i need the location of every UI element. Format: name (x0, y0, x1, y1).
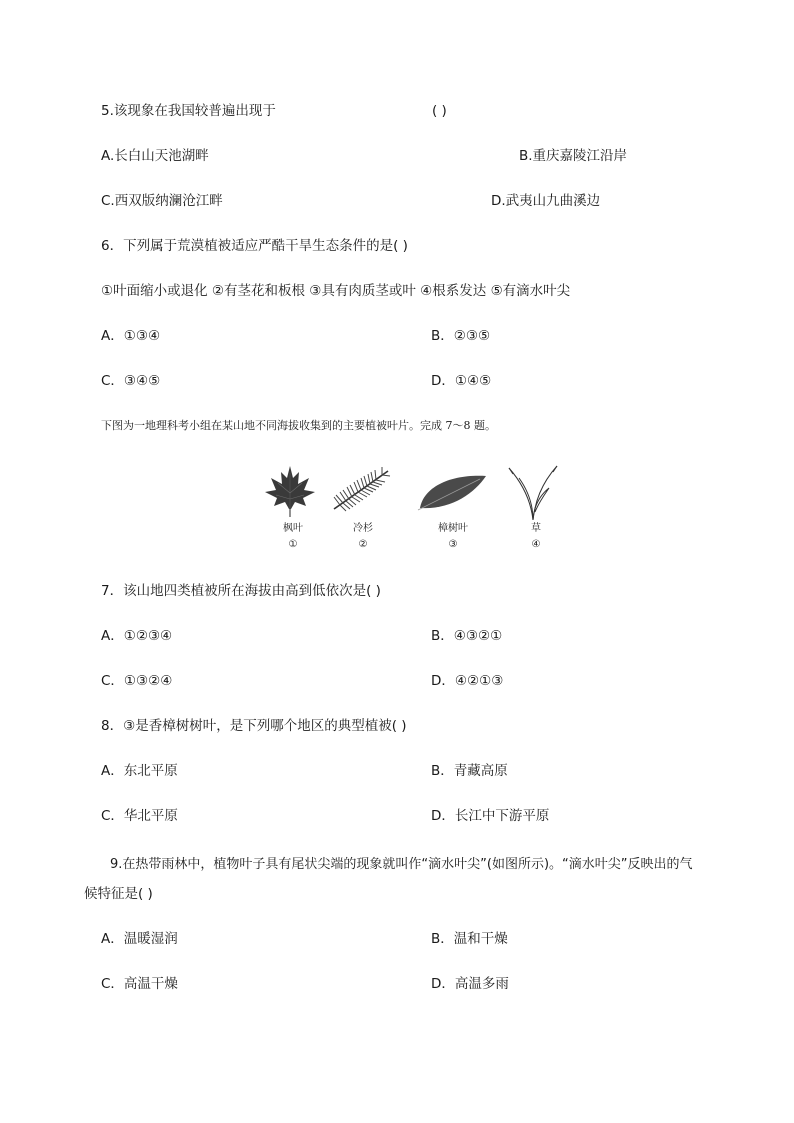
q8-option-d: D．长江中下游平原 (431, 808, 550, 824)
q9-option-b: B．温和干燥 (431, 931, 508, 947)
leaf-number-maple: ① (288, 539, 298, 550)
leaf-caption-grass: 草 (531, 523, 541, 534)
q8-stem: 8．③是香樟树树叶，是下列哪个地区的典型植被( ) (101, 718, 407, 734)
leaf-caption-camphor: 樟树叶 (438, 523, 468, 534)
q9-option-a: A．温暖湿润 (101, 931, 178, 947)
q8-option-b: B．青藏高原 (431, 763, 508, 779)
fir-branch-image (330, 465, 394, 515)
q6-option-b: B．②③⑤ (431, 328, 491, 344)
q7-option-b: B．④③②① (431, 628, 503, 644)
q5-answer-blank: ( ) (432, 103, 447, 119)
q9-option-c: C．高温干燥 (101, 976, 178, 992)
grass-image (505, 462, 561, 522)
q6-option-a: A．①③④ (101, 328, 161, 344)
q8-option-c: C．华北平原 (101, 808, 178, 824)
leaf-caption-maple: 枫叶 (283, 523, 303, 534)
q5-option-a: A.长白山天池湖畔 (101, 148, 209, 164)
q6-option-d: D．①④⑤ (431, 373, 492, 389)
q9-stem-line1: 9.在热带雨林中，植物叶子具有尾状尖端的现象就叫作“滴水叶尖”(如图所示)。“滴水叶尖”反映出的气 (110, 857, 693, 872)
figure-intro: 下图为一地理科考小组在某山地不同海拔收集到的主要植被叶片。完成 7～8 题。 (101, 419, 496, 432)
q7-stem: 7．该山地四类植被所在海拔由高到低依次是( ) (101, 583, 381, 599)
q5-option-b: B.重庆嘉陵江沿岸 (519, 148, 628, 164)
q7-option-c: C．①③②④ (101, 673, 173, 689)
q5-option-c: C.西双版纳澜沧江畔 (101, 193, 223, 209)
q6-items: ①叶面缩小或退化 ②有茎花和板根 ③具有肉质茎或叶 ④根系发达 ⑤有滴水叶尖 (101, 283, 571, 299)
q6-stem: 6．下列属于荒漠植被适应严酷干旱生态条件的是( ) (101, 238, 408, 254)
q7-option-a: A．①②③④ (101, 628, 173, 644)
leaf-number-grass: ④ (531, 539, 541, 550)
q7-option-d: D．④②①③ (431, 673, 504, 689)
maple-leaf-image (262, 463, 318, 519)
leaf-number-fir: ② (358, 539, 368, 550)
leaf-number-camphor: ③ (448, 539, 458, 550)
camphor-leaf-image (416, 470, 490, 512)
q9-stem-line2: 候特征是( ) (84, 886, 153, 902)
q6-option-c: C．③④⑤ (101, 373, 161, 389)
q5-stem: 5.该现象在我国较普遍出现于 (101, 103, 276, 119)
q9-option-d: D．高温多雨 (431, 976, 509, 992)
q5-option-d: D.武夷山九曲溪边 (491, 193, 601, 209)
leaf-caption-fir: 冷杉 (353, 523, 373, 534)
q8-option-a: A．东北平原 (101, 763, 178, 779)
